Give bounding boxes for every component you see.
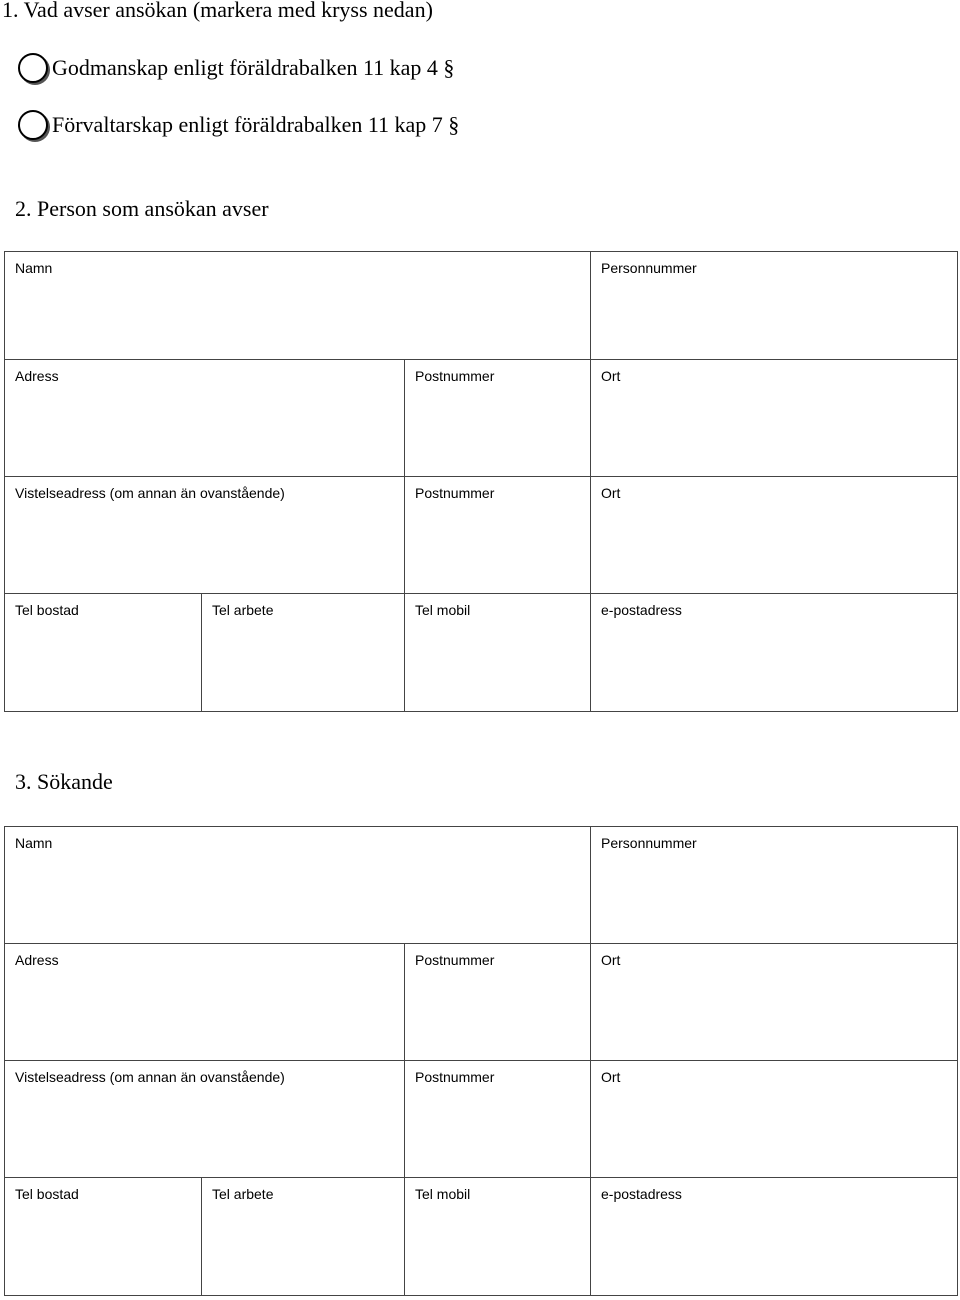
person-personnummer-field[interactable]: [591, 252, 958, 360]
person-namn-label: Namn: [15, 260, 53, 276]
sokande-tel-arbete-field[interactable]: [202, 1178, 405, 1296]
person-ort-label: Ort: [601, 368, 621, 384]
sokande-ort-field[interactable]: [591, 944, 958, 1061]
sokande-personnummer-field[interactable]: [591, 827, 958, 944]
person-ort-field[interactable]: [591, 360, 958, 477]
person-ort2-field[interactable]: [591, 477, 958, 594]
person-adress-field[interactable]: [5, 360, 405, 477]
person-tel-bostad-field[interactable]: [5, 594, 202, 712]
person-vistelseadress-field[interactable]: [5, 477, 405, 594]
sokande-namn-label: Namn: [15, 835, 53, 851]
person-namn-field[interactable]: [5, 252, 591, 360]
sokande-namn-field[interactable]: [5, 827, 591, 944]
person-epost-label: e-postadress: [601, 602, 682, 618]
person-vistelseadress-label: Vistelseadress (om annan än ovanstående): [15, 485, 285, 501]
sokande-tel-bostad-field[interactable]: [5, 1178, 202, 1296]
person-epost-field[interactable]: [591, 594, 958, 712]
person-postnummer-field[interactable]: [405, 360, 591, 477]
sokande-adress-label: Adress: [15, 952, 59, 968]
person-tel-bostad-label: Tel bostad: [15, 602, 79, 618]
person-ort2-label: Ort: [601, 485, 621, 501]
sokande-vistelseadress-label: Vistelseadress (om annan än ovanstående): [15, 1069, 285, 1085]
sokande-ort2-label: Ort: [601, 1069, 621, 1085]
section1-heading: 1. Vad avser ansökan (markera med kryss nedan): [2, 0, 433, 22]
person-tel-mobil-label: Tel mobil: [415, 602, 471, 618]
person-personnummer-label: Personnummer: [601, 260, 697, 276]
sokande-vistelseadress-field[interactable]: [5, 1061, 405, 1178]
sokande-postnummer2-label: Postnummer: [415, 1069, 495, 1085]
option-forvaltarskap[interactable]: [18, 107, 459, 143]
sokande-adress-field[interactable]: [5, 944, 405, 1061]
person-postnummer-label: Postnummer: [415, 368, 495, 384]
sokande-ort-label: Ort: [601, 952, 621, 968]
person-postnummer2-field[interactable]: [405, 477, 591, 594]
sokande-personnummer-label: Personnummer: [601, 835, 697, 851]
sokande-ort2-field[interactable]: [591, 1061, 958, 1178]
godmanskap-radio[interactable]: [18, 53, 48, 83]
person-tel-mobil-field[interactable]: [405, 594, 591, 712]
sokande-tel-mobil-field[interactable]: [405, 1178, 591, 1296]
sokande-postnummer-label: Postnummer: [415, 952, 495, 968]
section2-heading: 2. Person som ansökan avser: [15, 196, 269, 221]
sokande-epost-field[interactable]: [591, 1178, 958, 1296]
sokande-postnummer-field[interactable]: [405, 944, 591, 1061]
person-tel-arbete-label: Tel arbete: [212, 602, 274, 618]
sokande-tel-bostad-label: Tel bostad: [15, 1186, 79, 1202]
person-tel-arbete-field[interactable]: [202, 594, 405, 712]
sokande-epost-label: e-postadress: [601, 1186, 682, 1202]
section3-heading: 3. Sökande: [15, 769, 113, 794]
sokande-tel-arbete-label: Tel arbete: [212, 1186, 274, 1202]
person-adress-label: Adress: [15, 368, 59, 384]
forvaltarskap-radio[interactable]: [18, 110, 48, 140]
person-form-table: [4, 251, 958, 712]
person-postnummer2-label: Postnummer: [415, 485, 495, 501]
option-godmanskap[interactable]: [18, 50, 454, 86]
godmanskap-label: Godmanskap enligt föräldrabalken 11 kap 4 §: [52, 55, 455, 80]
forvaltarskap-label: Förvaltarskap enligt föräldrabalken 11 kap 7 §: [52, 112, 460, 137]
sokande-tel-mobil-label: Tel mobil: [415, 1186, 471, 1202]
sokande-form-table: [4, 826, 958, 1296]
sokande-postnummer2-field[interactable]: [405, 1061, 591, 1178]
